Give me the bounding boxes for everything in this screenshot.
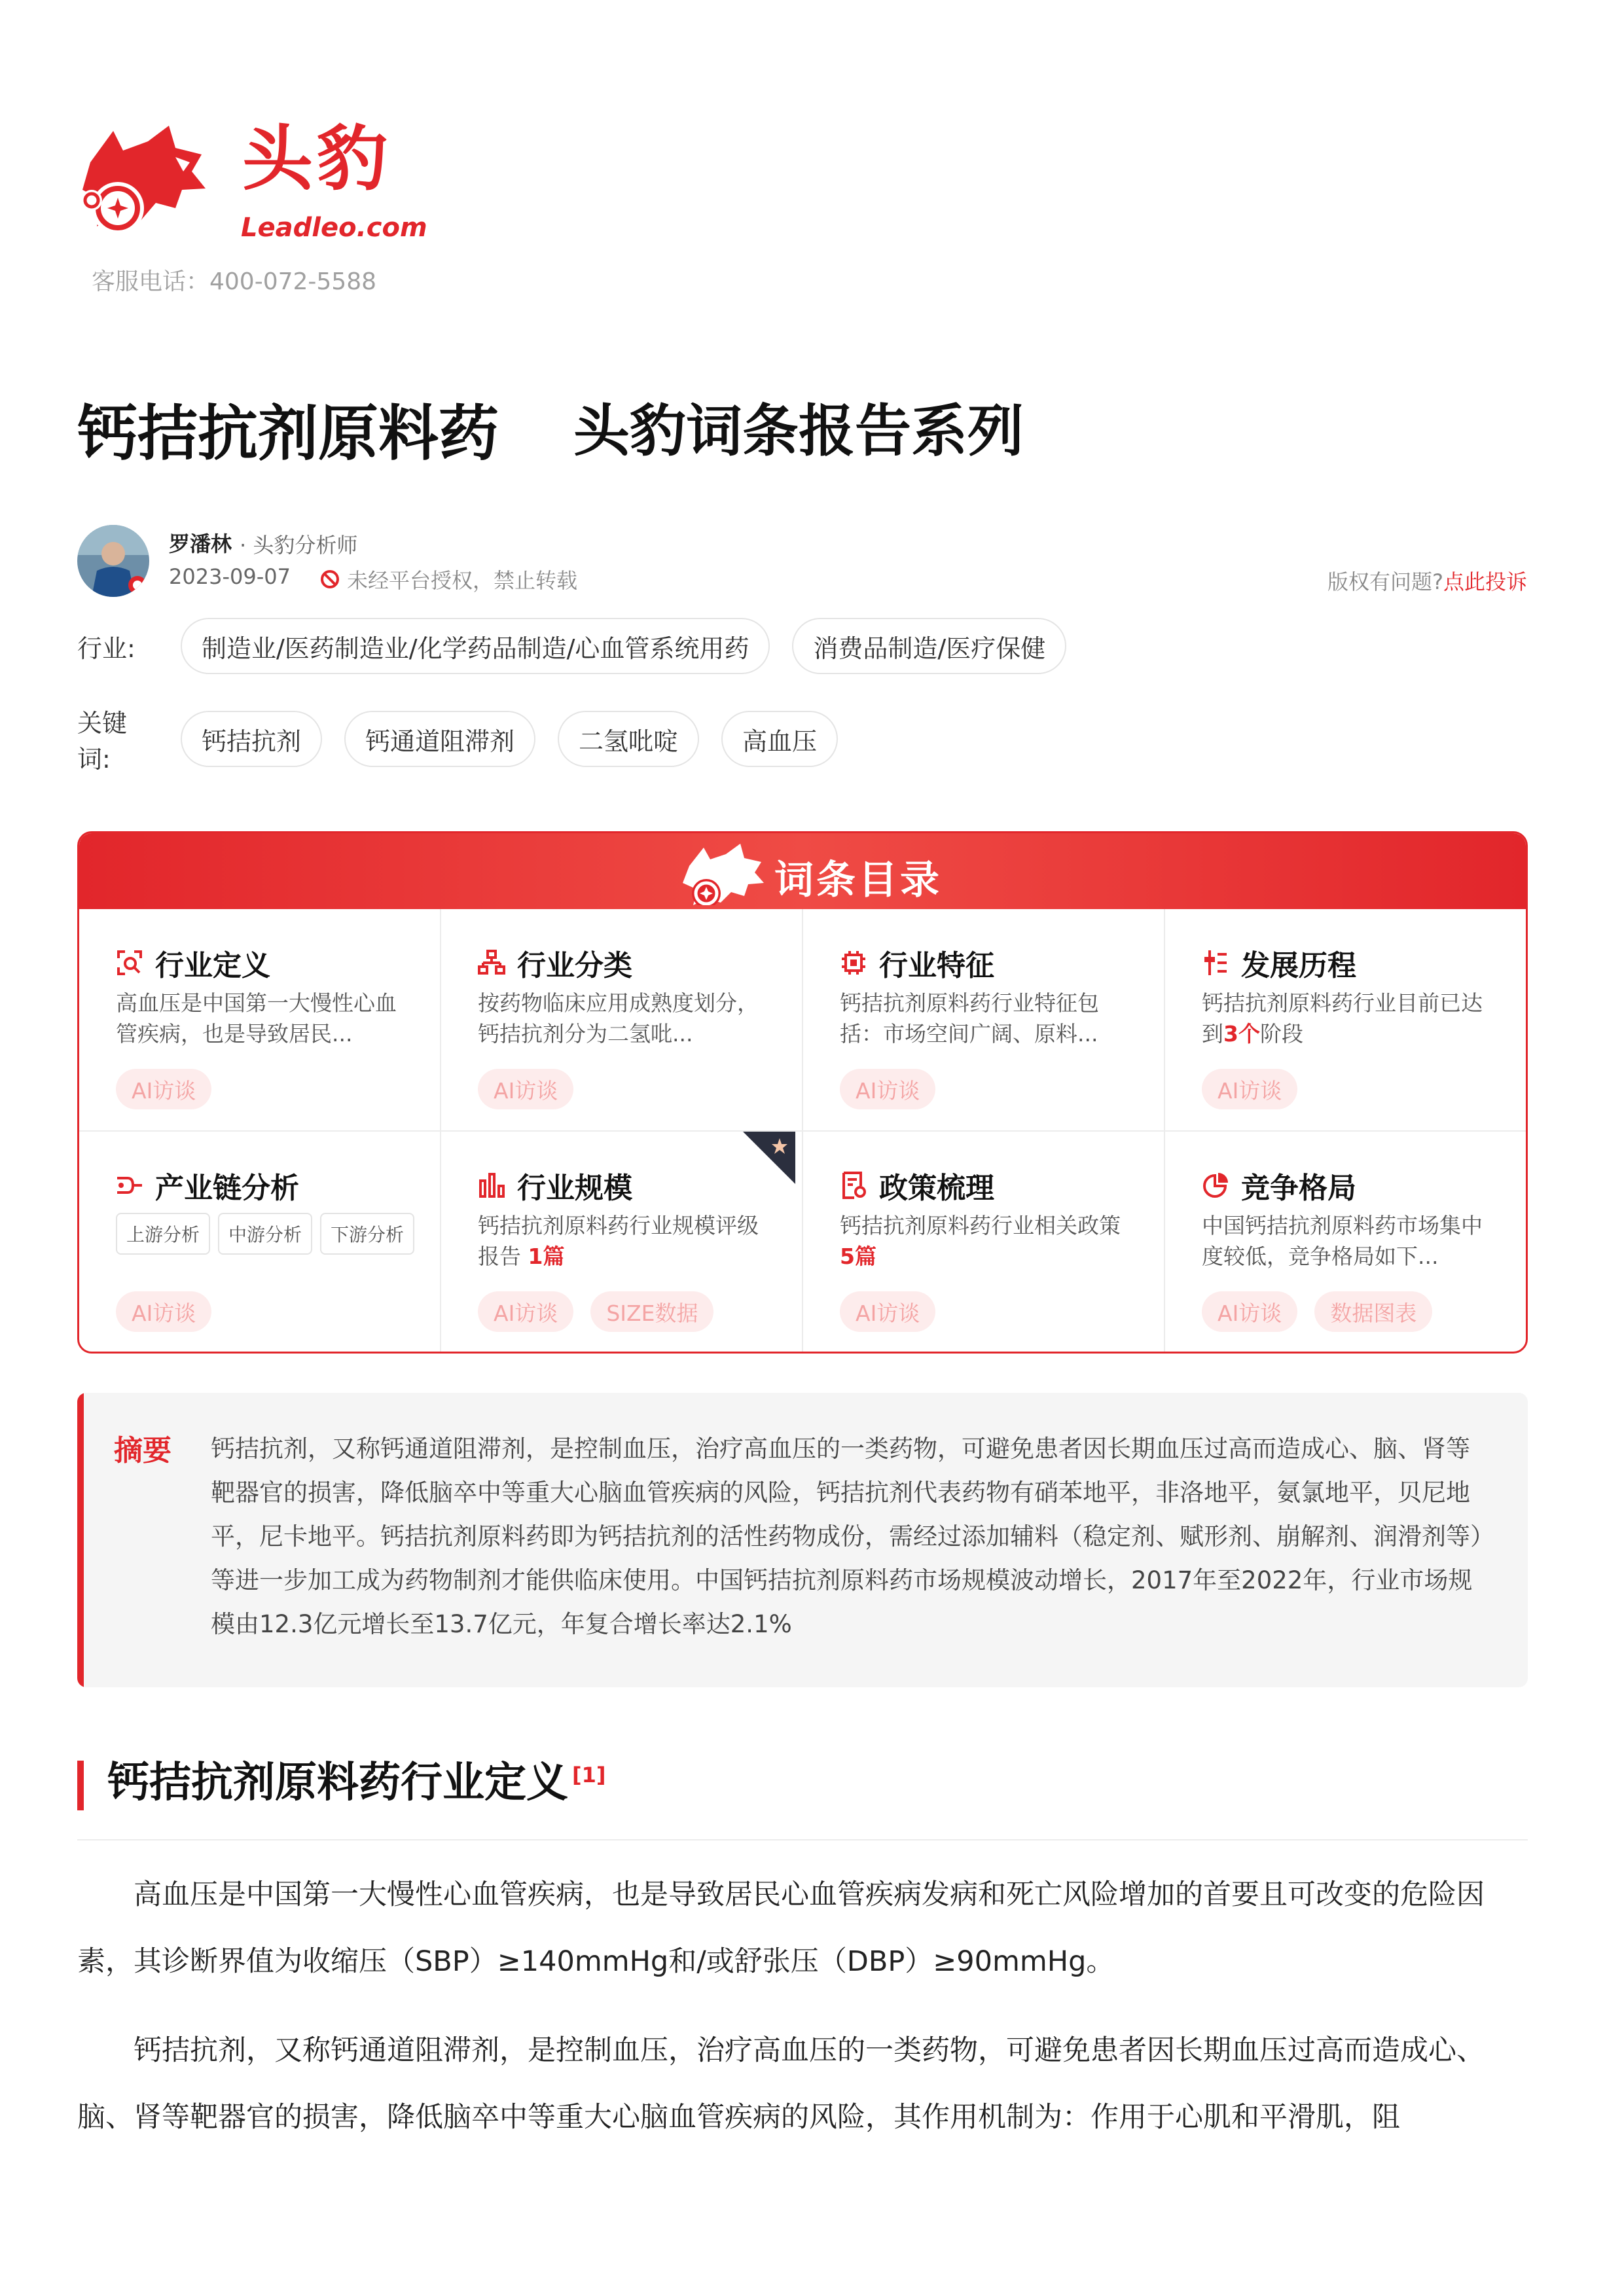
keyword-row [77, 703, 838, 775]
summary-accent-bar [77, 1393, 84, 1687]
toc-item-title: 行业定义 [155, 949, 270, 982]
summary-text: 钙拮抗剂，又称钙通道阻滞剂，是控制血压，治疗高血压的一类药物，可避免患者因长期血压过高而造成心、脑、肾等靶器官的损害，降低脑卒中等重大心脑血管疾病的风险，钙拮抗剂代表药物有硝苯地平，非洛地平，氨氯地平，贝尼地平，尼卡地平。钙拮抗剂原料药即为钙拮抗剂的活性药物成份，需经过添加辅料（稳定剂、赋形剂、崩解剂、润滑剂等）等进一步加工成为药物制剂才能供临床使用。中国钙拮抗剂原料药市场规模波动增长，2017年至2022年，行业市场规模由12.3亿元增长至13.7亿元，年复合增长率达2.1% [211, 1435, 1483, 1638]
ai-interview-button[interactable]: AI访谈 [1202, 1291, 1297, 1332]
reference-link[interactable]: [1] [572, 1762, 606, 1787]
policy-count: 5篇 [840, 1244, 876, 1269]
brand-logo[interactable] [77, 117, 427, 247]
leopard-logo-icon [77, 117, 208, 247]
section-divider [77, 1839, 1528, 1840]
keyword-tag[interactable]: 钙通道阻滞剂 [344, 711, 535, 767]
star-badge-icon [743, 1132, 795, 1184]
stage-count: 3个 [1223, 1021, 1260, 1047]
copyright-complaint [1327, 565, 1527, 596]
avatar-photo-icon [77, 525, 149, 597]
downstream-button[interactable]: 下游分析 [320, 1213, 414, 1255]
keyword-label: 关键词: [77, 709, 128, 774]
toc-title: 词条目录 [774, 857, 942, 903]
toc-item-policy[interactable] [803, 1132, 1165, 1354]
body-paragraph: 钙拮抗剂，又称钙通道阻滞剂，是控制血压，治疗高血压的一类药物，可避免患者因长期血压过高而造成心、脑、肾等靶器官的损害，降低脑卒中等重大心脑血管疾病的风险，其作用机制为：作用于心肌和平滑肌，阻 [77, 2034, 1485, 2134]
ai-interview-button[interactable]: AI访谈 [1202, 1069, 1297, 1109]
section-title: 钙拮抗剂原料药行业定义 [1] [107, 1759, 606, 1807]
hierarchy-icon [478, 949, 505, 977]
summary-box [77, 1393, 1528, 1687]
bar-chart-icon [478, 1172, 505, 1199]
keyword-tag[interactable]: 高血压 [721, 711, 838, 767]
ai-interview-button[interactable]: AI访谈 [840, 1069, 935, 1109]
toc-item-history[interactable] [1165, 909, 1528, 1132]
body-paragraph: 高血压是中国第一大慢性心血管疾病，也是导致居民心血管疾病发病和死亡风险增加的首要且可改变的危险因素，其诊断界值为收缩压（SBP）≥140mmHg和/或舒张压（DBP）≥90mmHg。 [77, 1878, 1485, 1978]
ai-interview-button[interactable]: AI访谈 [478, 1069, 573, 1109]
toc-item-scale[interactable] [441, 1132, 803, 1354]
complaint-link[interactable]: 点此投诉 [1443, 569, 1527, 594]
page-title: 钙拮抗剂原料药 [77, 399, 499, 469]
toc-item-title: 政策梳理 [879, 1172, 994, 1205]
toc-card [77, 831, 1528, 1354]
report-count: 1篇 [528, 1244, 565, 1269]
toc-item-features[interactable] [803, 909, 1165, 1132]
midstream-button[interactable]: 中游分析 [218, 1213, 312, 1255]
chip-icon [840, 949, 867, 977]
leopard-logo-icon [680, 840, 765, 905]
timeline-icon [1202, 949, 1229, 977]
industry-tag[interactable]: 制造业/医药制造业/化学药品制造/心血管系统用药 [181, 618, 770, 674]
author-role: · 头豹分析师 [240, 533, 358, 558]
brand-name-cn: 头豹 [242, 118, 392, 200]
policy-icon [840, 1172, 867, 1199]
industry-tag[interactable]: 消费品制造/医疗保健 [792, 618, 1066, 674]
summary-label: 摘要 [114, 1434, 171, 1467]
copyright-question: 版权有问题? [1327, 569, 1443, 594]
industry-label: 行业: [77, 634, 135, 663]
keyword-tag[interactable]: 钙拮抗剂 [181, 711, 322, 767]
toc-item-chain[interactable] [79, 1132, 441, 1354]
brand-name-en[interactable]: Leadleo.com [241, 213, 427, 243]
forbidden-icon [319, 569, 340, 590]
toc-item-title: 行业特征 [879, 949, 994, 982]
toc-item-desc: 高血压是中国第一大慢性心血管疾病，也是导致居民... [116, 990, 397, 1047]
toc-item-competition[interactable] [1165, 1132, 1528, 1354]
chain-icon [116, 1172, 143, 1199]
toc-item-title: 产业链分析 [155, 1172, 299, 1205]
ai-interview-button[interactable]: AI访谈 [116, 1291, 211, 1332]
toc-item-desc: 中国钙拮抗剂原料药市场集中度较低，竞争格局如下... [1202, 1213, 1483, 1269]
hotline: 客服电话：400-072-5588 [92, 268, 377, 295]
toc-item-desc: 按药物临床应用成熟度划分，钙拮抗剂分为二氢吡... [478, 990, 759, 1047]
author-name[interactable]: 罗潘林 [169, 531, 232, 556]
data-chart-button[interactable]: 数据图表 [1314, 1291, 1432, 1332]
toc-header [79, 833, 1526, 909]
search-icon [116, 949, 143, 977]
toc-item-desc: 钙拮抗剂原料药行业特征包括：市场空间广阔、原料... [840, 990, 1099, 1047]
toc-item-desc: 钙拮抗剂原料药行业规模评级报告 1篇 [478, 1213, 759, 1269]
ai-interview-button[interactable]: AI访谈 [840, 1291, 935, 1332]
keyword-tag[interactable]: 二氢吡啶 [558, 711, 699, 767]
publish-date: 2023-09-07 [169, 564, 291, 589]
upstream-button[interactable]: 上游分析 [116, 1213, 210, 1255]
toc-grid [79, 909, 1526, 1354]
size-data-button[interactable]: SIZE数据 [590, 1291, 713, 1332]
ai-interview-button[interactable]: AI访谈 [116, 1069, 211, 1109]
no-repost-notice [319, 564, 577, 594]
toc-item-desc: 钙拮抗剂原料药行业相关政策 5篇 [840, 1213, 1121, 1269]
toc-item-title: 行业分类 [517, 949, 632, 982]
toc-item-desc: 钙拮抗剂原料药行业目前已达到3个阶段 [1202, 990, 1483, 1047]
report-series: 头豹词条报告系列 [573, 399, 1024, 464]
pie-chart-icon [1202, 1172, 1229, 1199]
ai-interview-button[interactable]: AI访谈 [478, 1291, 573, 1332]
toc-item-title: 发展历程 [1241, 949, 1356, 982]
toc-item-classification[interactable] [441, 909, 803, 1132]
industry-row [77, 618, 1066, 674]
toc-item-title: 行业规模 [517, 1172, 632, 1205]
avatar[interactable] [77, 525, 149, 597]
no-repost-text: 未经平台授权，禁止转载 [347, 568, 578, 593]
section-accent-bar [77, 1761, 84, 1810]
toc-item-definition[interactable] [79, 909, 441, 1132]
toc-item-title: 竞争格局 [1241, 1172, 1356, 1205]
